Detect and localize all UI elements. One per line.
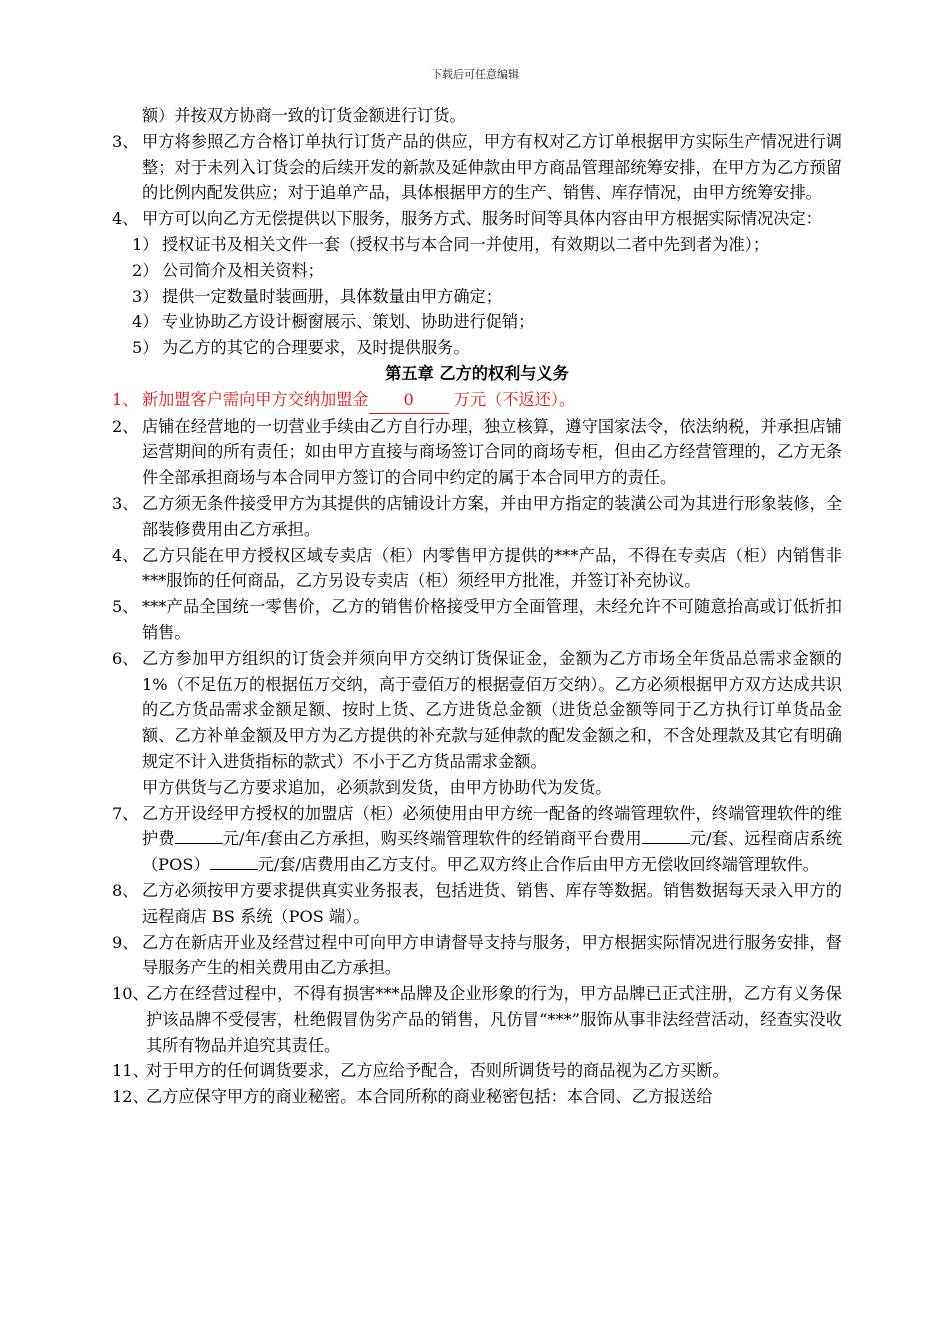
intro-line [112, 103, 842, 129]
clause-b-6 [112, 646, 842, 775]
clause-text: 乙方参加甲方组织的订货会并须向甲方交纳订货保证金，金额为乙方市场全年货品总需求金额的 1%（不足伍万的根据伍万交纳，高于壹佰万的根据壹佰万交纳）。乙方必须根据甲方双方达成共识的乙方货品需求金额足额、按时上货、乙方进货总金额（进货总金额等同于乙方执行订单货品金额、乙方补单金额及甲方为乙方提供的补充款与延伸款的配发金额之和，不含处理款及其它有明确规定不计入进货指标的款式）不小于乙方货品需求金额。 [142, 648, 842, 771]
clause-text-part2: 元/年/套由乙方承担，购买终端管理软件的经销商平台费用 [222, 829, 642, 849]
subclause-number: 4） [132, 312, 159, 332]
clause-b-5 [112, 594, 842, 646]
subclause-number: 2） [132, 260, 159, 280]
subclause-text: 授权证书及相关文件一套（授权书与本合同一并使用，有效期以二者中先到者为准）； [162, 234, 770, 254]
subclause-text: 专业协助乙方设计橱窗展示、策划、协助进行促销； [162, 312, 535, 332]
franchise-fee-amount: 0 [369, 387, 449, 414]
subclause-text: 为乙方的其它的合理要求，及时提供服务。 [162, 338, 470, 358]
clause-text-part3: 元/套、远程商店系统（POS） [142, 829, 843, 875]
platform-fee-blank [642, 829, 690, 844]
subclause-2 [112, 258, 842, 284]
franchise-fee-text: 新加盟客户需向甲方交纳加盟金 [142, 389, 369, 409]
intro-text: 额）并按双方协商一致的订货金额进行订货。 [142, 106, 466, 125]
clause-b-6-continuation [112, 775, 842, 801]
clause-number: 2、 [112, 416, 139, 436]
clause-text: 乙方应保守甲方的商业秘密。本合同所称的商业秘密包括：本合同、乙方报送给 [146, 1087, 713, 1107]
clause-a-4 [112, 206, 842, 232]
clause-b-7 [112, 801, 842, 878]
subclause-text: 公司简介及相关资料； [162, 260, 324, 280]
clause-text: 甲方供货与乙方要求追加，必须款到发货，由甲方协助代为发货。 [142, 777, 612, 797]
clause-text: 店铺在经营地的一切营业手续由乙方自行办理，独立核算，遵守国家法令，依法纳税，并承担店铺运营期间的所有责任；如由甲方直接与商场签订合同的商场专柜，但由乙方经营管理的，乙方无条件全部承担商场与本合同甲方签订的合同中约定的属于本合同甲方的责任。 [142, 416, 842, 488]
clause-number: 6、 [112, 648, 139, 668]
page-header: 下载后可任意编辑 [431, 68, 519, 81]
clause-text: 对于甲方的任何调货要求，乙方应给予配合，否则所调货号的商品视为乙方买断。 [146, 1061, 729, 1081]
clause-number: 12、 [112, 1087, 149, 1107]
clause-b-11 [112, 1058, 842, 1084]
clause-number: 10、 [112, 984, 149, 1004]
clause-b-10 [112, 981, 842, 1058]
clause-number: 1、 [112, 389, 139, 409]
clause-text-part1: 乙方开设经甲方授权的加盟店（柜）必须使用由甲方统一配备的终端管理软件，终端管理软件的维护费 [142, 803, 842, 849]
pos-fee-blank [210, 855, 258, 870]
clause-b-12 [112, 1084, 842, 1110]
clause-text: 乙方只能在甲方授权区域专卖店（柜）内零售甲方提供的***产品，不得在专卖店（柜）内销售非***服饰的任何商品，乙方另设专卖店（柜）须经甲方批准，并签订补充协议。 [142, 545, 842, 591]
document-body [112, 103, 842, 1110]
clause-text: 乙方须无条件接受甲方为其提供的店铺设计方案，并由甲方指定的装潢公司为其进行形象装修，全部装修费用由乙方承担。 [142, 493, 842, 539]
clause-text: 乙方必须按甲方要求提供真实业务报表，包括进货、销售、库存等数据。销售数据每天录入甲方的远程商店 BS 系统（POS 端）。 [142, 880, 842, 926]
clause-b-4 [112, 543, 842, 595]
subclause-text: 提供一定数量时装画册，具体数量由甲方确定； [162, 286, 502, 306]
subclause-number: 5） [132, 338, 159, 358]
subclause-4 [112, 309, 842, 335]
clause-a-3 [112, 129, 842, 206]
subclause-1 [112, 232, 842, 258]
subclause-3 [112, 284, 842, 310]
clause-b-9 [112, 930, 842, 982]
clause-b-1 [112, 387, 842, 414]
clause-number: 4、 [112, 209, 139, 229]
clause-b-3 [112, 491, 842, 543]
subclause-5 [112, 335, 842, 361]
clause-number: 9、 [112, 932, 139, 952]
chapter-title: 第五章 乙方的权利与义务 [385, 363, 569, 383]
clause-number: 3、 [112, 131, 139, 151]
clause-number: 3、 [112, 493, 139, 513]
franchise-fee-unit: 万元（不返还）。 [448, 389, 576, 409]
clause-text: 甲方可以向乙方无偿提供以下服务，服务方式、服务时间等具体内容由甲方根据实际情况决定： [142, 209, 822, 229]
maintenance-fee-blank [175, 829, 223, 844]
clause-number: 5、 [112, 597, 139, 617]
subclause-number: 3） [132, 286, 159, 306]
clause-number: 7、 [112, 803, 139, 823]
clause-text: 乙方在新店开业及经营过程中可向甲方申请督导支持与服务，甲方根据实际情况进行服务安排，督导服务产生的相关费用由乙方承担。 [142, 932, 842, 978]
clause-b-2 [112, 414, 842, 491]
clause-text: 甲方将参照乙方合格订单执行订货产品的供应，甲方有权对乙方订单根据甲方实际生产情况进行调整；对于未列入订货会的后续开发的新款及延伸款由甲方商品管理部统筹安排，在甲方为乙方预留的比例内配发供应；对于追单产品，具体根据甲方的生产、销售、库存情况，由甲方统筹安排。 [142, 131, 842, 203]
subclause-number: 1） [132, 234, 159, 254]
clause-number: 11、 [112, 1061, 149, 1081]
clause-text-part4: 元/套/店费用由乙方支付。甲乙双方终止合作后由甲方无偿收回终端管理软件。 [257, 855, 819, 875]
clause-text: ***产品全国统一零售价，乙方的销售价格接受甲方全面管理，未经允许不可随意抬高或订低折扣销售。 [142, 597, 842, 642]
clause-number: 4、 [112, 545, 139, 565]
clause-b-8 [112, 878, 842, 930]
clause-text: 乙方在经营过程中，不得有损害***品牌及企业形象的行为，甲方品牌已正式注册，乙方有义务保护该品牌不受侵害，杜绝假冒伪劣产品的销售，凡仿冒“***”服饰从事非法经营活动，经查实没收其所有物品并追究其责任。 [146, 984, 842, 1055]
clause-number: 8、 [112, 880, 139, 900]
